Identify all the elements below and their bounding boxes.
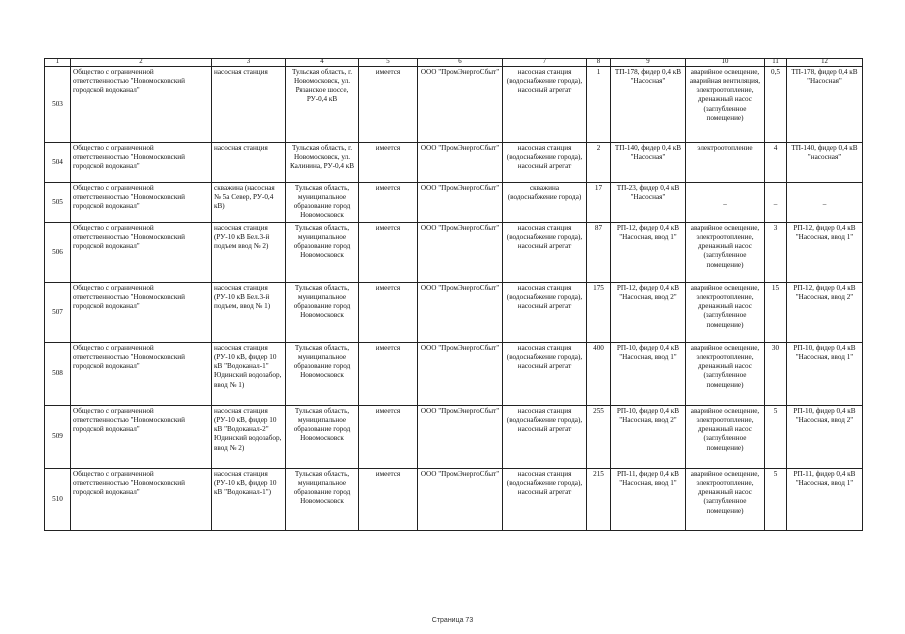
power-source: ТП-178, фидер 0,4 кВ "Насосная" xyxy=(611,66,686,142)
backup-source: РП-10, фидер 0,4 кВ "Насосная, ввод 1" xyxy=(787,342,863,405)
column-number: 4 xyxy=(286,59,359,67)
column-number: 5 xyxy=(359,59,418,67)
facility-purpose: насосная станция (водоснабжение города), насосный агрегат xyxy=(503,342,587,405)
energy-supplier: ООО "ПромЭнергоСбыт" xyxy=(418,342,503,405)
availability-status: имеется xyxy=(359,222,418,282)
emergency-power-value: 0,5 xyxy=(765,66,787,142)
table-row xyxy=(45,342,863,405)
energy-supplier: ООО "ПромЭнергоСбыт" xyxy=(418,182,503,222)
power-source: РП-12, фидер 0,4 кВ "Насосная, ввод 1" xyxy=(611,222,686,282)
backup-source: РП-10, фидер 0,4 кВ "Насосная, ввод 2" xyxy=(787,405,863,468)
organization-name: Общество с ограниченной ответственностью "Новомосковский городской водоканал" xyxy=(71,222,212,282)
facility-purpose: насосная станция (водоснабжение города), насосный агрегат xyxy=(503,468,587,530)
facility-purpose: скважина (водоснабжение города) xyxy=(503,182,587,222)
column-number: 10 xyxy=(686,59,765,67)
organization-name: Общество с ограниченной ответственностью "Новомосковский городской водоканал" xyxy=(71,182,212,222)
power-value: 87 xyxy=(587,222,611,282)
emergency-load: аварийное освещение, электроотопление, дренажный насос (заглубленное помещение) xyxy=(686,342,765,405)
emergency-power-value: 5 xyxy=(765,468,787,530)
energy-supplier: ООО "ПромЭнергоСбыт" xyxy=(418,222,503,282)
power-value: 400 xyxy=(587,342,611,405)
organization-name: Общество с ограниченной ответственностью "Новомосковский городской водоканал" xyxy=(71,142,212,182)
facility-name: насосная станция (РУ-10 кВ Бел.3-й подъем ввод № 2) xyxy=(212,222,286,282)
table-row xyxy=(45,142,863,182)
emergency-load: аварийное освещение, электроотопление, дренажный насос (заглубленное помещение) xyxy=(686,405,765,468)
backup-source: РП-11, фидер 0,4 кВ "Насосная, ввод 1" xyxy=(787,468,863,530)
power-source: РП-10, фидер 0,4 кВ "Насосная, ввод 2" xyxy=(611,405,686,468)
page-number: Страница 73 xyxy=(431,617,474,624)
empty-dash: _ xyxy=(822,197,827,206)
column-number: 6 xyxy=(418,59,503,67)
row-number: 507 xyxy=(45,282,71,342)
power-value: 17 xyxy=(587,182,611,222)
emergency-load: аварийное освещение, электроотопление, дренажный насос (заглубленное помещение) xyxy=(686,282,765,342)
row-number: 508 xyxy=(45,342,71,405)
backup-source xyxy=(787,182,863,222)
table-row xyxy=(45,182,863,222)
organization-name: Общество с ограниченной ответственностью "Новомосковский городской водоканал" xyxy=(71,66,212,142)
energy-supplier: ООО "ПромЭнергоСбыт" xyxy=(418,282,503,342)
backup-source: РП-12, фидер 0,4 кВ "Насосная, ввод 2" xyxy=(787,282,863,342)
availability-status: имеется xyxy=(359,342,418,405)
emergency-power-value: 15 xyxy=(765,282,787,342)
column-number: 2 xyxy=(71,59,212,67)
column-number: 8 xyxy=(587,59,611,67)
emergency-power-value: 4 xyxy=(765,142,787,182)
backup-source: РП-12, фидер 0,4 кВ "Насосная, ввод 1" xyxy=(787,222,863,282)
consumer-table xyxy=(44,58,863,531)
empty-dash: _ xyxy=(773,197,778,206)
organization-name: Общество с ограниченной ответственностью "Новомосковский городской водоканал" xyxy=(71,342,212,405)
backup-source: ТП-140, фидер 0,4 кВ "насосная" xyxy=(787,142,863,182)
power-source: РП-11, фидер 0,4 кВ "Насосная, ввод 1" xyxy=(611,468,686,530)
facility-purpose: насосная станция (водоснабжение города), насосный агрегат xyxy=(503,282,587,342)
emergency-power-value xyxy=(765,182,787,222)
facility-address: Тульская область, муниципальное образование город Новомосковск xyxy=(286,405,359,468)
availability-status: имеется xyxy=(359,182,418,222)
table-row xyxy=(45,282,863,342)
availability-status: имеется xyxy=(359,142,418,182)
table-row xyxy=(45,405,863,468)
facility-address: Тульская область, г. Новомосковск, ул. Рязанское шоссе, РУ-0,4 кВ xyxy=(286,66,359,142)
energy-supplier: ООО "ПромЭнергоСбыт" xyxy=(418,142,503,182)
availability-status: имеется xyxy=(359,468,418,530)
facility-address: Тульская область, муниципальное образование город Новомосковск xyxy=(286,468,359,530)
table-row xyxy=(45,66,863,142)
row-number: 505 xyxy=(45,182,71,222)
row-number: 504 xyxy=(45,142,71,182)
availability-status: имеется xyxy=(359,282,418,342)
power-source: ТП-140, фидер 0,4 кВ "Насосная" xyxy=(611,142,686,182)
energy-supplier: ООО "ПромЭнергоСбыт" xyxy=(418,405,503,468)
power-source: РП-10, фидер 0,4 кВ "Насосная, ввод 1" xyxy=(611,342,686,405)
facility-name: насосная станция xyxy=(212,142,286,182)
facility-address: Тульская область, муниципальное образование город Новомосковск xyxy=(286,222,359,282)
facility-name: насосная станция (РУ-10 кВ, фидер 10 кВ "Водоканал-2" Юдинский водозабор, ввод № 2) xyxy=(212,405,286,468)
facility-address: Тульская область, г. Новомосковск, ул. Калинина, РУ-0,4 кВ xyxy=(286,142,359,182)
organization-name: Общество с ограниченной ответственностью "Новомосковский городской водоканал" xyxy=(71,282,212,342)
power-source: ТП-23, фидер 0,4 кВ "Насосная" xyxy=(611,182,686,222)
facility-purpose: насосная станция (водоснабжение города), насосный агрегат xyxy=(503,222,587,282)
power-value: 255 xyxy=(587,405,611,468)
emergency-load: электроотопление xyxy=(686,142,765,182)
facility-name: скважина (насосная № 5а Север, РУ-0,4 кВ) xyxy=(212,182,286,222)
emergency-power-value: 30 xyxy=(765,342,787,405)
facility-name: насосная станция (РУ-10 кВ, фидер 10 кВ "Водоканал-1" Юдинский водозабор, ввод № 1) xyxy=(212,342,286,405)
power-source: РП-12, фидер 0,4 кВ "Насосная, ввод 2" xyxy=(611,282,686,342)
table-row xyxy=(45,222,863,282)
column-number: 9 xyxy=(611,59,686,67)
power-value: 1 xyxy=(587,66,611,142)
column-number: 1 xyxy=(45,59,71,67)
row-number: 503 xyxy=(45,66,71,142)
facility-address: Тульская область, муниципальное образование город Новомосковск xyxy=(286,342,359,405)
emergency-power-value: 5 xyxy=(765,405,787,468)
facility-name: насосная станция (РУ-10 кВ, фидер 10 кВ "Водоканал-1") xyxy=(212,468,286,530)
energy-supplier: ООО "ПромЭнергоСбыт" xyxy=(418,66,503,142)
empty-dash: _ xyxy=(723,197,727,206)
facility-purpose: насосная станция (водоснабжение города), насосный агрегат xyxy=(503,142,587,182)
table-row xyxy=(45,468,863,530)
facility-address: Тульская область, муниципальное образование город Новомосковск xyxy=(286,282,359,342)
availability-status: имеется xyxy=(359,66,418,142)
availability-status: имеется xyxy=(359,405,418,468)
emergency-load: аварийное освещение, электроотопление, дренажный насос (заглубленное помещение) xyxy=(686,222,765,282)
power-value: 2 xyxy=(587,142,611,182)
column-number: 7 xyxy=(503,59,587,67)
power-value: 175 xyxy=(587,282,611,342)
row-number: 509 xyxy=(45,405,71,468)
column-number: 12 xyxy=(787,59,863,67)
emergency-power-value: 3 xyxy=(765,222,787,282)
backup-source: ТП-178, фидер 0,4 кВ "Насосная" xyxy=(787,66,863,142)
emergency-load: аварийное освещение, аварийная вентиляция, электроотопление, дренажный насос (заглубленное помещение) xyxy=(686,66,765,142)
organization-name: Общество с ограниченной ответственностью "Новомосковский городской водоканал" xyxy=(71,468,212,530)
column-number: 3 xyxy=(212,59,286,67)
facility-address: Тульская область, муниципальное образование город Новомосковск xyxy=(286,182,359,222)
emergency-load xyxy=(686,182,765,222)
facility-name: насосная станция (РУ-10 кВ Бел.3-й подъем, ввод № 1) xyxy=(212,282,286,342)
power-value: 215 xyxy=(587,468,611,530)
column-number-row xyxy=(45,59,863,67)
facility-name: насосная станция xyxy=(212,66,286,142)
facility-purpose: насосная станция (водоснабжение города), насосный агрегат xyxy=(503,405,587,468)
facility-purpose: насосная станция (водоснабжение города), насосный агрегат xyxy=(503,66,587,142)
energy-supplier: ООО "ПромЭнергоСбыт" xyxy=(418,468,503,530)
organization-name: Общество с ограниченной ответственностью "Новомосковский городской водоканал" xyxy=(71,405,212,468)
row-number: 510 xyxy=(45,468,71,530)
row-number: 506 xyxy=(45,222,71,282)
column-number: 11 xyxy=(765,59,787,67)
emergency-load: аварийное освещение, электроотопление, дренажный насос (заглубленное помещение) xyxy=(686,468,765,530)
